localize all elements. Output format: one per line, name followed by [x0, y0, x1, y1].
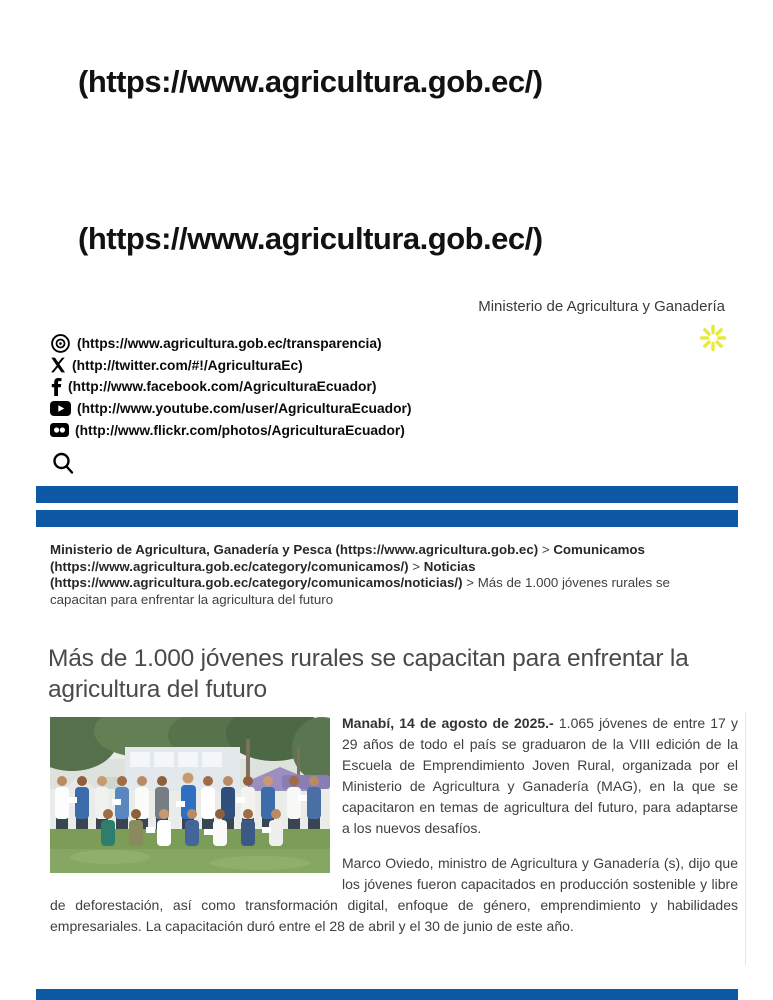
ministry-name: Ministerio de Agricultura y Ganadería	[478, 298, 725, 315]
breadcrumb-noticias-link[interactable]: Noticias (https://www.agricultura.gob.ec/category/comunicamos/noticias/)	[50, 558, 476, 591]
breadcrumb-separator: >	[538, 542, 554, 557]
youtube-link-label: (http://www.youtube.com/user/AgriculturaEcuador)	[77, 401, 412, 417]
youtube-icon	[50, 401, 71, 416]
youtube-link[interactable]	[50, 401, 411, 416]
transparency-link-label: (https://www.agricultura.gob.ec/transparencia)	[77, 336, 382, 352]
site-logo-link-top[interactable]: (https://www.agricultura.gob.ec/)	[78, 64, 543, 99]
flickr-link[interactable]	[50, 423, 405, 438]
social-item-flickr	[50, 419, 411, 441]
header-divider-bar-top	[36, 486, 738, 503]
header-divider-bar-bottom	[36, 510, 738, 527]
twitter-link-label: (http://twitter.com/#!/AgriculturaEc)	[72, 357, 303, 373]
article-body	[50, 713, 738, 951]
eye-icon	[50, 333, 71, 354]
flickr-link-label: (http://www.flickr.com/photos/AgriculturaEcuador)	[75, 422, 405, 438]
social-item-twitter	[50, 355, 411, 377]
x-twitter-icon	[50, 357, 66, 373]
footer-divider-bar	[36, 989, 738, 1000]
breadcrumb-home-link[interactable]: Ministerio de Agricultura, Ganadería y Pesca (https://www.agricultura.gob.ec)	[50, 542, 539, 557]
breadcrumb-current-page: Más de 1.000 jóvenes rurales se capacitan para enfrentar la agricultura del futuro	[50, 575, 670, 607]
social-links	[50, 333, 411, 441]
breadcrumb-separator: >	[462, 575, 478, 591]
social-item-transparency	[50, 333, 411, 355]
article-photo	[50, 717, 330, 873]
facebook-link-label: (http://www.facebook.com/AgriculturaEcuador)	[68, 379, 377, 395]
column-divider	[745, 712, 746, 965]
social-item-youtube	[50, 398, 411, 420]
breadcrumb	[50, 542, 722, 608]
transparency-link[interactable]	[50, 333, 382, 354]
facebook-link[interactable]	[50, 378, 376, 396]
article-paragraph-1-text: 1.065 jóvenes de entre 17 y 29 años de todo el país se graduaron de la VIII edición de la Escuela de Emprendimiento Joven Rural, organizada por el Ministerio de Agricultura y Ganadería (MAG), en la que se capacitaron en temas de agricultura del futuro, para adaptarse a los nuevos desafíos.	[342, 715, 739, 836]
flickr-icon	[50, 423, 69, 437]
social-item-facebook	[50, 376, 411, 398]
facebook-icon	[50, 378, 62, 396]
breadcrumb-comunicamos-link[interactable]: Comunicamos (https://www.agricultura.gob.ec/category/comunicamos/)	[50, 542, 645, 574]
breadcrumb-separator: >	[408, 558, 424, 574]
site-logo-link-bottom[interactable]: (https://www.agricultura.gob.ec/)	[78, 221, 543, 256]
article-paragraph-2: Marco Oviedo, ministro de Agricultura y Ganadería (s), dijo que los jóvenes fueron capacitados en producción sostenible y libre de deforestación, así como transformación digital, enfoque de género, emprendimiento y habilidades empresariales. La capacitación duró entre el 28 de abril y el 30 de junio de este año.	[50, 855, 738, 934]
loading-spinner-icon	[699, 324, 727, 352]
page-title: Más de 1.000 jóvenes rurales se capacitan para enfrentar la agricultura del futuro	[48, 645, 689, 703]
article-dateline: Manabí, 14 de agosto de 2025.-	[342, 715, 554, 731]
twitter-link[interactable]	[50, 357, 303, 373]
search-icon[interactable]	[51, 450, 77, 478]
